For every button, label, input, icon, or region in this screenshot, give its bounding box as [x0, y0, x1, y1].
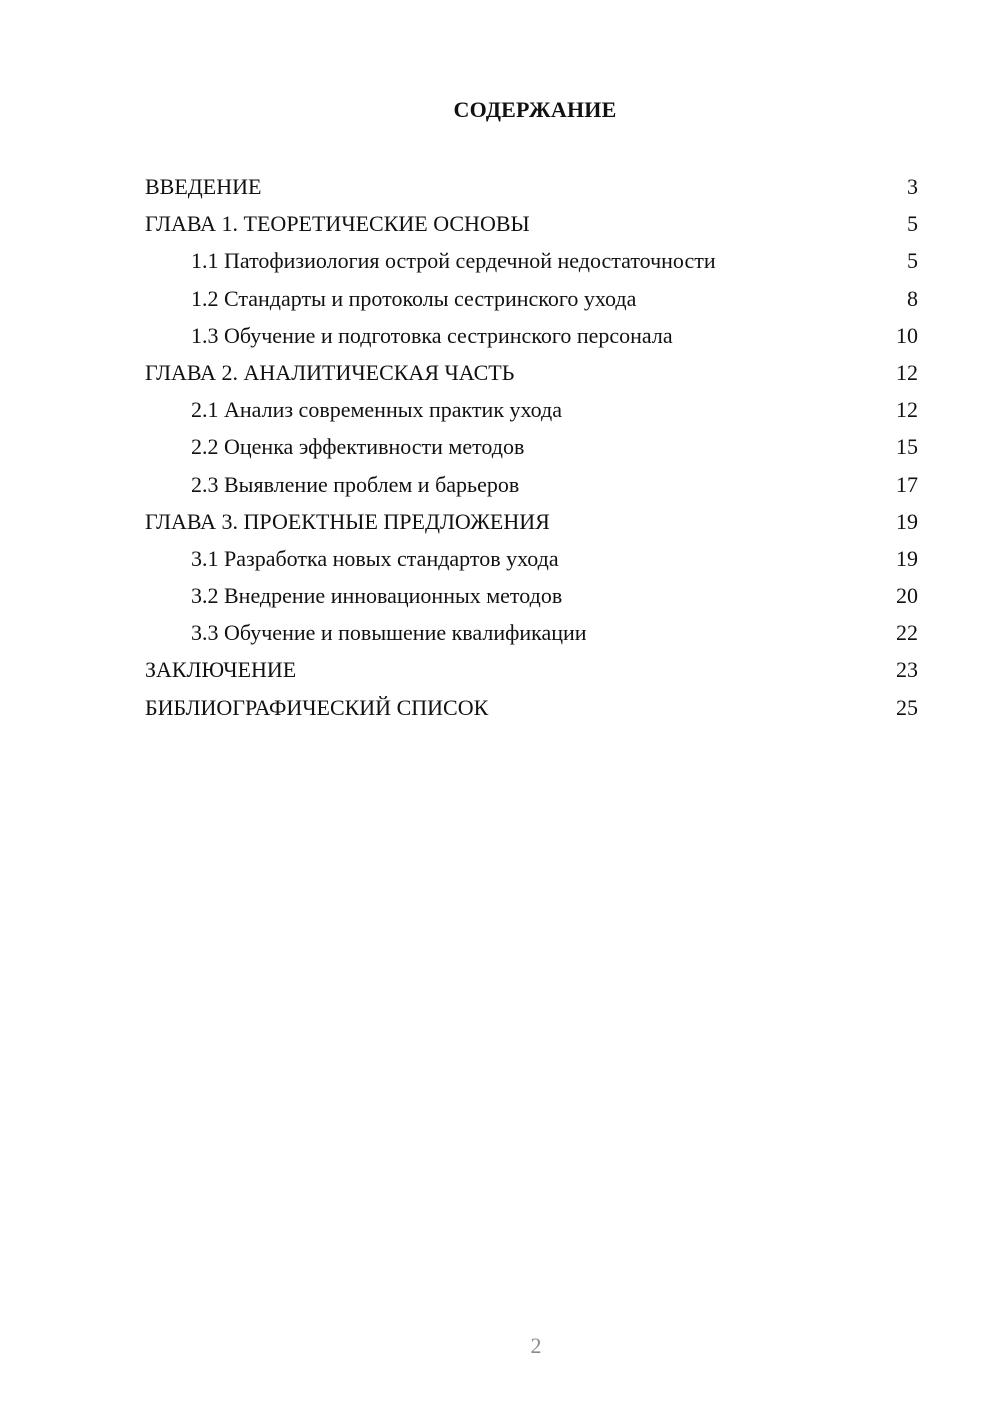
toc-entry-page: 5 — [907, 248, 918, 274]
toc-entry-page: 12 — [896, 397, 918, 423]
table-of-contents — [145, 168, 918, 726]
toc-entry-chapter-3[interactable] — [145, 503, 918, 540]
toc-entry-section-1-3[interactable] — [145, 317, 918, 354]
page-title: СОДЕРЖАНИЕ — [453, 97, 617, 122]
toc-entry-section-2-2[interactable] — [145, 428, 918, 465]
toc-entry-section-1-1[interactable] — [145, 242, 918, 279]
toc-entry-text: БИБЛИОГРАФИЧЕСКИЙ СПИСОК — [145, 694, 489, 720]
toc-entry-page: 19 — [896, 545, 918, 571]
toc-entry-page: 22 — [896, 620, 918, 646]
toc-entry-page: 15 — [896, 434, 918, 460]
toc-entry-section-2-1[interactable] — [145, 391, 918, 428]
toc-entry-page: 5 — [907, 211, 918, 237]
toc-entry-introduction[interactable] — [145, 168, 918, 205]
toc-entry-page: 23 — [896, 657, 918, 683]
toc-entry-page: 17 — [896, 471, 918, 497]
toc-entry-text: 3.2 Внедрение инновационных методов — [191, 583, 563, 609]
toc-entry-text: 3.1 Разработка новых стандартов ухода — [191, 545, 559, 571]
toc-entry-text: 1.2 Стандарты и протоколы сестринского ухода — [191, 285, 637, 311]
toc-entry-text: 2.1 Анализ современных практик ухода — [191, 397, 562, 423]
toc-entry-page: 3 — [907, 174, 918, 199]
toc-entry-section-3-3[interactable] — [145, 614, 918, 651]
toc-entry-text: ВВЕДЕНИЕ — [145, 174, 262, 199]
toc-entry-chapter-1[interactable] — [145, 205, 918, 242]
toc-entry-page: 20 — [896, 583, 918, 609]
page-number: 2 — [530, 1333, 542, 1358]
toc-entry-text: 2.3 Выявление проблем и барьеров — [191, 471, 520, 497]
toc-entry-text: 1.1 Патофизиология острой сердечной недостаточности — [191, 248, 716, 274]
toc-entry-text: ГЛАВА 1. ТЕОРЕТИЧЕСКИЕ ОСНОВЫ — [145, 211, 530, 237]
toc-entry-bibliography[interactable] — [145, 689, 918, 726]
toc-entry-text: 1.3 Обучение и подготовка сестринского персонала — [191, 322, 673, 348]
toc-entry-text: ГЛАВА 3. ПРОЕКТНЫЕ ПРЕДЛОЖЕНИЯ — [145, 508, 550, 534]
toc-entry-page: 25 — [896, 694, 918, 720]
toc-entry-section-2-3[interactable] — [145, 466, 918, 503]
toc-entry-text: 3.3 Обучение и повышение квалификации — [191, 620, 587, 646]
toc-entry-text: ЗАКЛЮЧЕНИЕ — [145, 657, 297, 683]
toc-entry-section-1-2[interactable] — [145, 280, 918, 317]
toc-entry-chapter-2[interactable] — [145, 354, 918, 391]
toc-entry-page: 8 — [907, 285, 918, 311]
toc-entry-text: ГЛАВА 2. АНАЛИТИЧЕСКАЯ ЧАСТЬ — [145, 359, 515, 385]
toc-entry-page: 10 — [896, 322, 918, 348]
toc-entry-section-3-2[interactable] — [145, 577, 918, 614]
toc-entry-conclusion[interactable] — [145, 651, 918, 688]
toc-entry-text: 2.2 Оценка эффективности методов — [191, 434, 525, 460]
toc-entry-section-3-1[interactable] — [145, 540, 918, 577]
toc-entry-page: 19 — [896, 508, 918, 534]
toc-entry-page: 12 — [896, 359, 918, 385]
